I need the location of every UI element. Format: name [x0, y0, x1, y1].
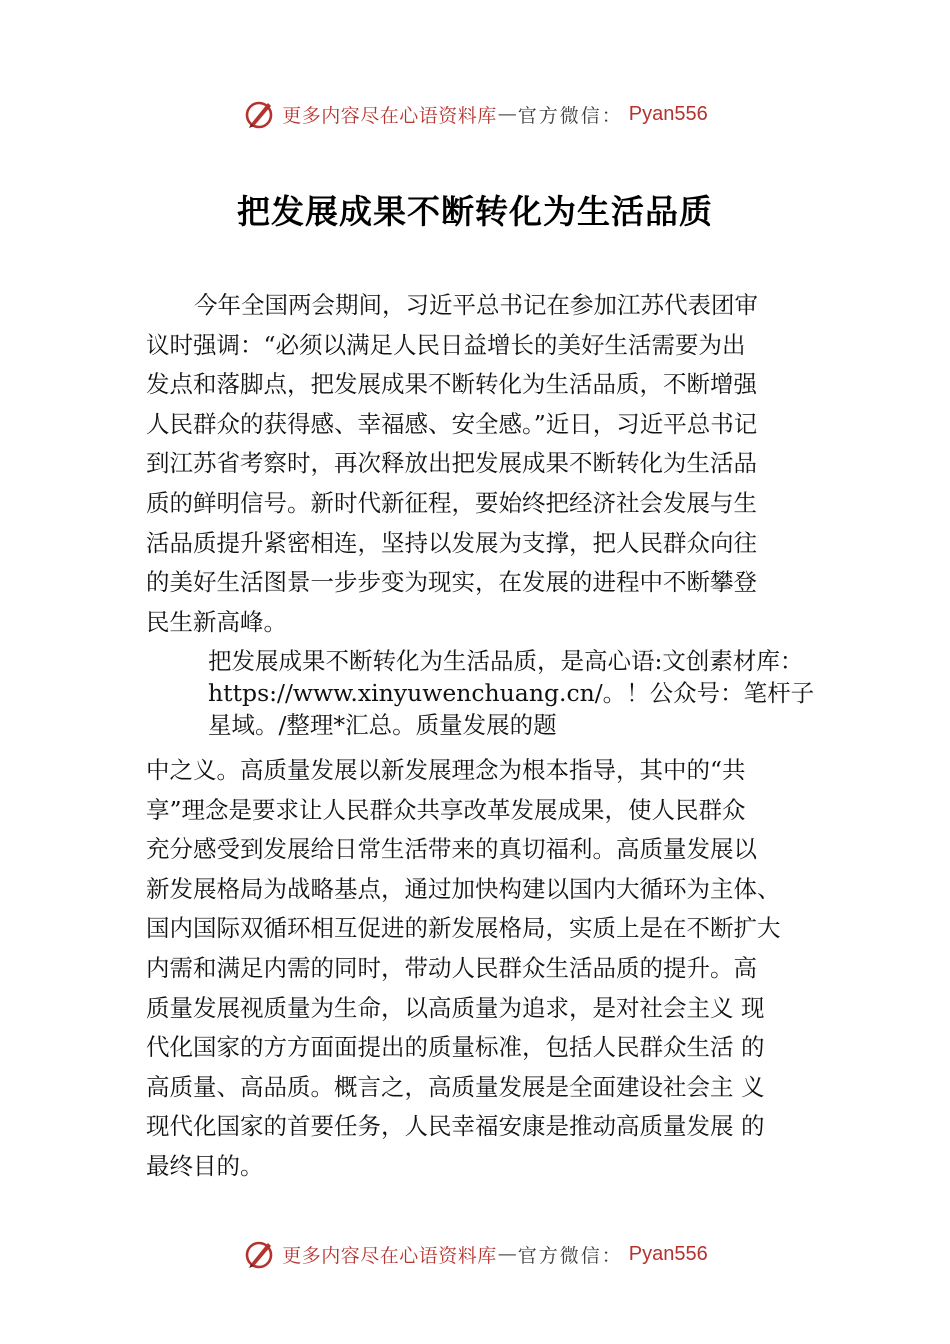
- paragraph-line: 最终目的。: [146, 1151, 264, 1180]
- paragraph-line: 质量发展视质量为生命，以高质量为追求，是对社会主义 现: [146, 993, 765, 1022]
- banner-wechat-id: Pyan556: [628, 102, 708, 125]
- paragraph-line: 人民群众的获得感、幸福感、安全感。”近日，习近平总书记: [146, 409, 758, 438]
- paragraph-2: [146, 751, 836, 1187]
- banner-dash: —: [497, 1243, 517, 1265]
- banner-brand-text: 更多内容尽在心语资料库: [282, 104, 497, 127]
- paragraph-line: 议时强调：“必须以满足人民日益增长的美好生活需要为出: [146, 330, 746, 359]
- inset-promo-text: [208, 645, 848, 741]
- paragraph-line: 现代化国家的首要任务，人民幸福安康是推动高质量发展 的: [146, 1112, 765, 1141]
- paragraph-line: 充分感受到发展给日常生活带来的真切福利。高质量发展以: [146, 835, 757, 864]
- paragraph-line: 质的鲜明信号。新时代新征程，要始终把经济社会发展与生: [146, 488, 757, 517]
- paragraph-line: 发点和落脚点，把发展成果不断转化为生活品质，不断增强: [146, 370, 757, 399]
- paragraph-line: 的美好生活图景一步步变为现实，在发展的进程中不断攀登: [146, 568, 757, 597]
- banner-wechat-id: Pyan556: [628, 1242, 708, 1265]
- inset-line: 把发展成果不断转化为生活品质，是高心语:文创素材库：: [208, 647, 804, 675]
- paragraph-line: 新发展格局为战略基点，通过加快构建以国内大循环为主体、: [146, 874, 781, 903]
- paragraph-line: 民生新高峰。: [146, 607, 287, 636]
- pen-logo-icon: [242, 1237, 276, 1271]
- document-title: 把发展成果不断转化为生活品质: [237, 192, 713, 231]
- inset-line: https://www.xinyuwenchuang.cn/。！公众号：笔杆子: [208, 679, 815, 707]
- paragraph-line: 代化国家的方方面面提出的质量标准，包括人民群众生活 的: [146, 1033, 765, 1062]
- paragraph-line: 到江苏省考察时，再次释放出把发展成果不断转化为生活品: [146, 449, 757, 478]
- banner-wechat-label: 官方微信：: [517, 104, 623, 127]
- paragraph-line: 内需和满足内需的同时，带动人民群众生活品质的提升。高: [146, 953, 757, 982]
- paragraph-1: [146, 286, 836, 642]
- footer-banner: [0, 1234, 950, 1274]
- banner-brand-text: 更多内容尽在心语资料库: [282, 1244, 497, 1267]
- paragraph-line: 中之义。高质量发展以新发展理念为根本指导，其中的“共: [146, 756, 746, 784]
- paragraph-line: 今年全国两会期间，习近平总书记在参加江苏代表团审: [194, 291, 758, 319]
- pen-logo-icon: [242, 97, 276, 131]
- inset-line: 星域。/整理*汇总。质量发展的题: [208, 711, 557, 739]
- paragraph-line: 高质量、高品质。概言之，高质量发展是全面建设社会主 义: [146, 1072, 765, 1101]
- banner-dash: —: [497, 103, 517, 125]
- header-banner: [0, 94, 950, 134]
- paragraph-line: 活品质提升紧密相连，坚持以发展为支撑，把人民群众向往: [146, 528, 757, 557]
- banner-wechat-label: 官方微信：: [517, 1244, 623, 1267]
- paragraph-line: 享”理念是要求让人民群众共享改革发展成果，使人民群众: [146, 795, 746, 824]
- paragraph-line: 国内国际双循环相互促进的新发展格局，实质上是在不断扩大: [146, 914, 781, 943]
